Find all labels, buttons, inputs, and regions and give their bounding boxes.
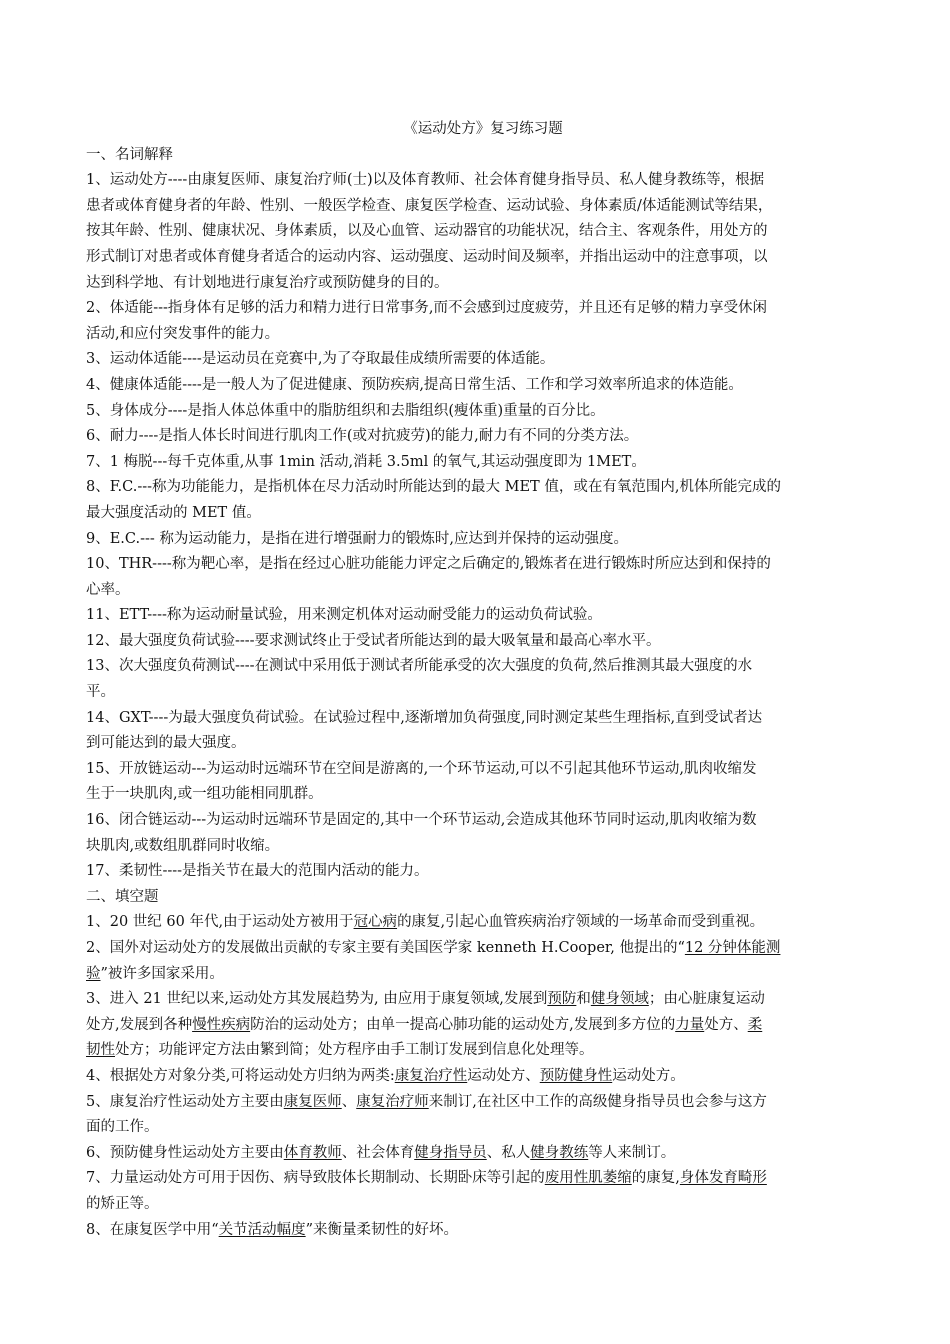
definition-text-line: 12、最大强度负荷试验----要求测试终止于受试者所能达到的最大吸氧量和最高心率水平。 bbox=[86, 632, 661, 649]
definition-text-line: 16、闭合链运动---为运动时远端环节是固定的,其中一个环节运动,会造成其他环节同时运动,肌肉收缩为数 bbox=[86, 812, 757, 829]
definition-text-line: 1、运动处方----由康复医师、康复治疗师(士)以及体育教师、社会体育健身指导员、私人健身教练等，根据 bbox=[86, 172, 765, 189]
definition-text-line: 14、GXT----为最大强度负荷试验。在试验过程中,逐渐增加负荷强度,同时测定某些生理指标,直到受试者达 bbox=[86, 709, 763, 726]
answer-underlined: 力量 bbox=[675, 1016, 705, 1033]
definition-text-line: 生于一块肌肉,或一组功能相同肌群。 bbox=[86, 786, 323, 803]
answer-underlined: 关节活动幅度 bbox=[218, 1221, 306, 1238]
question-text: 防治的运动处方；由单一提高心肺功能的运动处方,发展到多方位的 bbox=[250, 1016, 676, 1033]
definition-text-line: 2、体适能---指身体有足够的活力和精力进行日常事务,而不会感到过度疲劳，并且还有足够的精力享受休闲 bbox=[86, 300, 768, 317]
definition-text-line: 4、健康体适能----是一般人为了促进健康、预防疾病,提高日常生活、工作和学习效率所追求的体造能。 bbox=[86, 376, 743, 393]
definition-text-line: 达到科学地、有计划地进行康复治疗或预防健身的目的。 bbox=[86, 274, 449, 291]
answer-underlined: 康复医师 bbox=[283, 1093, 342, 1110]
fill-in-section bbox=[86, 910, 880, 1243]
answer-underlined: 健身指导员 bbox=[414, 1144, 487, 1161]
question-text: 运动处方、 bbox=[467, 1067, 540, 1084]
answer-underlined: 验 bbox=[86, 965, 101, 982]
definitions-section bbox=[86, 168, 880, 885]
fill-in-text-line bbox=[86, 1192, 880, 1218]
fill-in-text-line bbox=[86, 1141, 880, 1167]
definition-text-line: 到可能达到的最大强度。 bbox=[86, 735, 246, 752]
definition-text-line: 平。 bbox=[86, 684, 115, 701]
definition-text-line: 6、耐力----是指人体长时间进行肌肉工作(或对抗疲劳)的能力,耐力有不同的分类方法。 bbox=[86, 428, 639, 445]
answer-underlined: 废用性肌萎缩 bbox=[544, 1170, 632, 1187]
answer-underlined: 体育教师 bbox=[283, 1144, 342, 1161]
section-heading-definitions: 一、名词解释 bbox=[86, 146, 173, 163]
fill-in-text-line bbox=[86, 910, 880, 936]
definition-text-line: 8、F.C.---称为功能能力，是指机体在尽力活动时所能达到的最大 MET 值，或在有氧范围内,机体所能完成的 bbox=[86, 479, 781, 496]
answer-underlined: 健身领域 bbox=[590, 991, 649, 1008]
definition-text-line: 17、柔韧性----是指关节在最大的范围内活动的能力。 bbox=[86, 863, 429, 880]
definition-text-line: 9、E.C.--- 称为运动能力，是指在进行增强耐力的锻炼时,应达到并保持的运动强度。 bbox=[86, 530, 629, 547]
question-text: 、 bbox=[341, 1093, 357, 1110]
fill-in-text-line bbox=[86, 936, 880, 962]
question-text: 7、力量运动处方可用于因伤、病导致肢体长期制动、长期卧床等引起的 bbox=[86, 1170, 545, 1187]
question-text: ”被许多国家采用。 bbox=[100, 965, 224, 982]
definition-text-line: 按其年龄、性别、健康状况、身体素质，以及心血管、运动器官的功能状况，结合主、客观条件，用处方的 bbox=[86, 223, 768, 240]
fill-in-text-line bbox=[86, 1218, 880, 1244]
question-text: 等人来制订。 bbox=[588, 1144, 676, 1161]
fill-in-text-line bbox=[86, 1064, 880, 1090]
question-text: ；由心脏康复运动 bbox=[648, 991, 765, 1008]
answer-underlined: 康复治疗性 bbox=[394, 1067, 468, 1084]
question-text: 4、根据处方对象分类,可将运动处方归纳为两类: bbox=[86, 1067, 395, 1084]
answer-underlined: 12 分钟体能测 bbox=[684, 940, 781, 956]
answer-underlined: 预防 bbox=[547, 991, 577, 1008]
answer-underlined: 预防健身性 bbox=[539, 1067, 613, 1084]
question-text: 的康复,引起心血管疾病治疗领域的一场革命而受到重视。 bbox=[397, 914, 765, 931]
question-text: ”来衡量柔韧性的好坏。 bbox=[305, 1221, 459, 1238]
fill-in-text-line bbox=[86, 987, 880, 1013]
answer-underlined: 韧性 bbox=[86, 1042, 115, 1059]
definition-text-line: 5、身体成分----是指人体总体重中的脂肪组织和去脂组织(瘦体重)重量的百分比。 bbox=[86, 402, 605, 419]
question-text: 运动处方。 bbox=[612, 1067, 685, 1084]
question-text: 6、预防健身性运动处方主要由 bbox=[86, 1144, 284, 1161]
question-text: 的矫正等。 bbox=[86, 1195, 159, 1212]
document-title: 《运动处方》复习练习题 bbox=[403, 121, 563, 137]
definition-text-line: 最大强度活动的 MET 值。 bbox=[86, 504, 261, 521]
fill-in-text-line bbox=[86, 962, 880, 988]
definition-text-line: 11、ETT----称为运动耐量试验，用来测定机体对运动耐受能力的运动负荷试验。 bbox=[86, 607, 602, 624]
answer-underlined: 健身教练 bbox=[530, 1144, 589, 1161]
question-text: 8、在康复医学中用“ bbox=[86, 1221, 219, 1238]
question-text: 来制订,在社区中工作的高级健身指导员也会参与这方 bbox=[428, 1093, 767, 1110]
question-text: 1、20 世纪 60 年代,由于运动处方被用于 bbox=[86, 914, 354, 931]
question-text: 和 bbox=[576, 991, 591, 1008]
definition-text-line: 15、开放链运动---为运动时远端环节在空间是游离的,一个环节运动,可以不引起其他环节运动,肌肉收缩发 bbox=[86, 760, 757, 777]
answer-underlined: 慢性疾病 bbox=[192, 1016, 251, 1033]
question-text: 处方；功能评定方法由繁到简；处方程序由手工制订发展到信息化处理等。 bbox=[115, 1042, 594, 1059]
section-heading-fill-in: 二、填空题 bbox=[86, 888, 159, 905]
definition-text-line: 7、1 梅脱---每千克体重,从事 1min 活动,消耗 3.5ml 的氧气,其运动强度即为 1MET。 bbox=[86, 453, 646, 470]
definition-text-line: 3、运动体适能----是运动员在竞赛中,为了夺取最佳成绩所需要的体适能。 bbox=[86, 351, 555, 368]
answer-underlined: 冠心病 bbox=[353, 914, 398, 931]
definition-text-line: 10、THR----称为靶心率，是指在经过心脏功能能力评定之后确定的,锻炼者在进行锻炼时所应达到和保持的 bbox=[86, 556, 771, 573]
definition-text-line: 活动,和应付突发事件的能力。 bbox=[86, 325, 280, 342]
answer-underlined: 身体发育畸形 bbox=[679, 1170, 767, 1187]
question-text: 、社会体育 bbox=[341, 1144, 415, 1161]
question-text: 2、国外对运动处方的发展做出贡献的专家主要有美国医学家 kenneth H.Cooper, 他提出的“ bbox=[86, 940, 685, 956]
definition-text-line: 13、次大强度负荷测试----在测试中采用低于测试者所能承受的次大强度的负荷,然后推测其最大强度的水 bbox=[86, 658, 753, 675]
definition-text-line: 患者或体育健身者的年龄、性别、一般医学检查、康复医学检查、运动试验、身体素质/体适能测试等结果， bbox=[86, 197, 773, 214]
fill-in-text-line bbox=[86, 1166, 880, 1192]
fill-in-text-line bbox=[86, 1038, 880, 1064]
question-text: 5、康复治疗性运动处方主要由 bbox=[86, 1093, 284, 1110]
fill-in-text-line bbox=[86, 1115, 880, 1141]
definition-text-line: 块肌肉,或数组肌群同时收缩。 bbox=[86, 837, 280, 854]
definition-text-line: 形式制订对患者或体育健身者适合的运动内容、运动强度、运动时间及频率，并指出运动中的注意事项，以 bbox=[86, 248, 768, 265]
question-text: 处方、 bbox=[704, 1016, 748, 1033]
question-text: 3、进入 21 世纪以来,运动处方其发展趋势为, 由应用于康复领域,发展到 bbox=[86, 991, 548, 1008]
definition-text-line: 心率。 bbox=[86, 581, 130, 598]
question-text: 处方,发展到各种 bbox=[86, 1016, 193, 1033]
answer-underlined: 康复治疗师 bbox=[356, 1093, 429, 1110]
fill-in-text-line bbox=[86, 1090, 880, 1116]
question-text: 的康复, bbox=[631, 1170, 680, 1187]
question-text: 面的工作。 bbox=[86, 1119, 159, 1136]
question-text: 、私人 bbox=[486, 1144, 531, 1161]
answer-underlined: 柔 bbox=[747, 1016, 763, 1033]
fill-in-text-line bbox=[86, 1013, 880, 1039]
